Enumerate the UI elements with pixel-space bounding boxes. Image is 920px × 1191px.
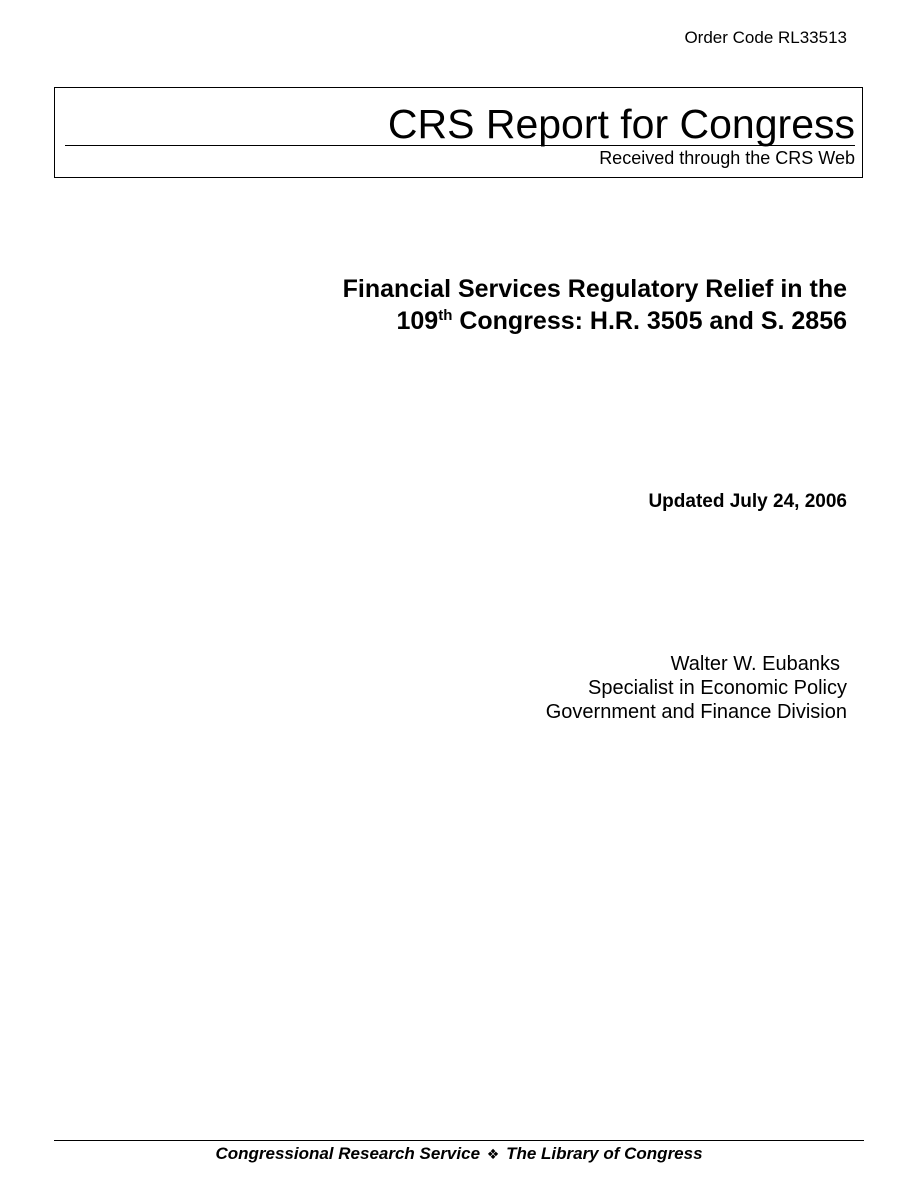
footer-divider (54, 1140, 864, 1141)
author-division: Government and Finance Division (545, 701, 847, 723)
diamond-separator-icon: ❖ (486, 1147, 500, 1163)
report-title (207, 273, 847, 337)
footer-library: The Library of Congress (506, 1144, 703, 1163)
updated-date: Updated July 24, 2006 (648, 491, 847, 512)
author-name: Walter W. Eubanks (670, 653, 840, 675)
author-block (546, 652, 847, 724)
footer-crs: Congressional Research Service (215, 1144, 481, 1163)
footer (54, 1143, 864, 1166)
header-subtitle: Received through the CRS Web (599, 148, 855, 168)
header-title: CRS Report for Congress (387, 101, 855, 147)
header-divider (65, 145, 855, 146)
report-title-line-2 (207, 305, 847, 337)
report-title-line-2-rest: Congress: H.R. 3505 and S. 2856 (452, 307, 847, 335)
report-title-line-1: Financial Services Regulatory Relief in the (342, 275, 847, 303)
author-position: Specialist in Economic Policy (588, 677, 847, 699)
ordinal-suffix: th (438, 307, 453, 324)
congress-number: 109 (396, 307, 439, 335)
report-header-box (54, 87, 863, 178)
order-code: Order Code RL33513 (684, 28, 847, 47)
